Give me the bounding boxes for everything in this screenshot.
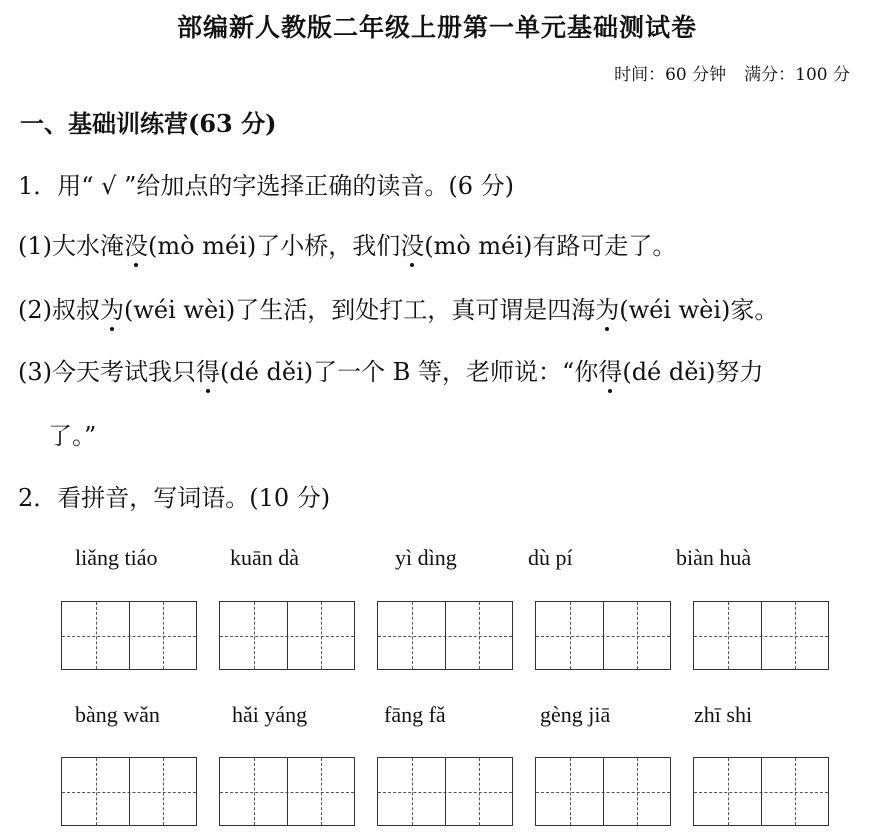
writing-box[interactable] — [219, 601, 355, 670]
dotted-char: 为 — [595, 290, 619, 325]
pinyin-label: zhī shi — [694, 702, 753, 727]
dotted-char: 得 — [196, 352, 220, 387]
writing-box[interactable] — [219, 757, 355, 826]
question-1-item-1 — [18, 226, 676, 261]
dotted-char: 为 — [100, 290, 124, 325]
pinyin-label: hǎi yáng — [232, 702, 308, 727]
pinyin-label: kuān dà — [230, 545, 300, 570]
dotted-char: 没 — [124, 226, 148, 261]
item-text: (mò méi)有路可走了。 — [424, 232, 677, 260]
item-text: (wéi wèi)家。 — [619, 296, 779, 324]
writing-box[interactable] — [535, 601, 671, 670]
pinyin-label: gèng jiā — [540, 702, 611, 727]
item-text: (dé děi)了一个 B 等，老师说：“你 — [220, 358, 599, 386]
item-text: (3)今天考试我只 — [18, 358, 196, 386]
writing-box[interactable] — [61, 601, 197, 670]
item-text: (2)叔叔 — [18, 296, 100, 324]
question-1-prompt: 1．用“ √ ”给加点的字选择正确的读音。(6 分) — [18, 172, 514, 200]
writing-box[interactable] — [693, 757, 829, 826]
pinyin-label: biàn huà — [676, 545, 752, 570]
section-heading: 一、基础训练营(63 分) — [20, 109, 277, 138]
writing-box[interactable] — [693, 601, 829, 670]
writing-box[interactable] — [535, 757, 671, 826]
pinyin-label: dù pí — [528, 545, 573, 570]
item-text: (wéi wèi)了生活，到处打工，真可谓是四海 — [124, 296, 596, 324]
pinyin-label: bàng wǎn — [75, 702, 160, 727]
writing-box[interactable] — [377, 601, 513, 670]
item-text: (1)大水淹 — [18, 232, 124, 260]
pinyin-label: fāng fǎ — [384, 702, 446, 727]
item-text: (dé děi)努力 — [622, 358, 764, 386]
writing-box[interactable] — [377, 757, 513, 826]
pinyin-label: liǎng tiáo — [75, 545, 158, 570]
dotted-char: 得 — [598, 352, 622, 387]
page-title: 部编新人教版二年级上册第一单元基础测试卷 — [176, 13, 697, 42]
question-1-item-3 — [18, 352, 764, 387]
pinyin-label: yì dìng — [395, 545, 457, 570]
question-1-item-2 — [18, 290, 778, 325]
question-1-item-3-cont: 了。” — [48, 422, 97, 450]
question-2-prompt: 2．看拼音，写词语。(10 分) — [18, 484, 331, 512]
dotted-char: 没 — [400, 226, 424, 261]
exam-meta — [614, 60, 850, 85]
item-text: (mò méi)了小桥，我们 — [148, 232, 401, 260]
exam-score: 满分：100 分 — [744, 65, 850, 85]
exam-time: 时间：60 分钟 — [614, 65, 727, 85]
writing-box[interactable] — [61, 757, 197, 826]
